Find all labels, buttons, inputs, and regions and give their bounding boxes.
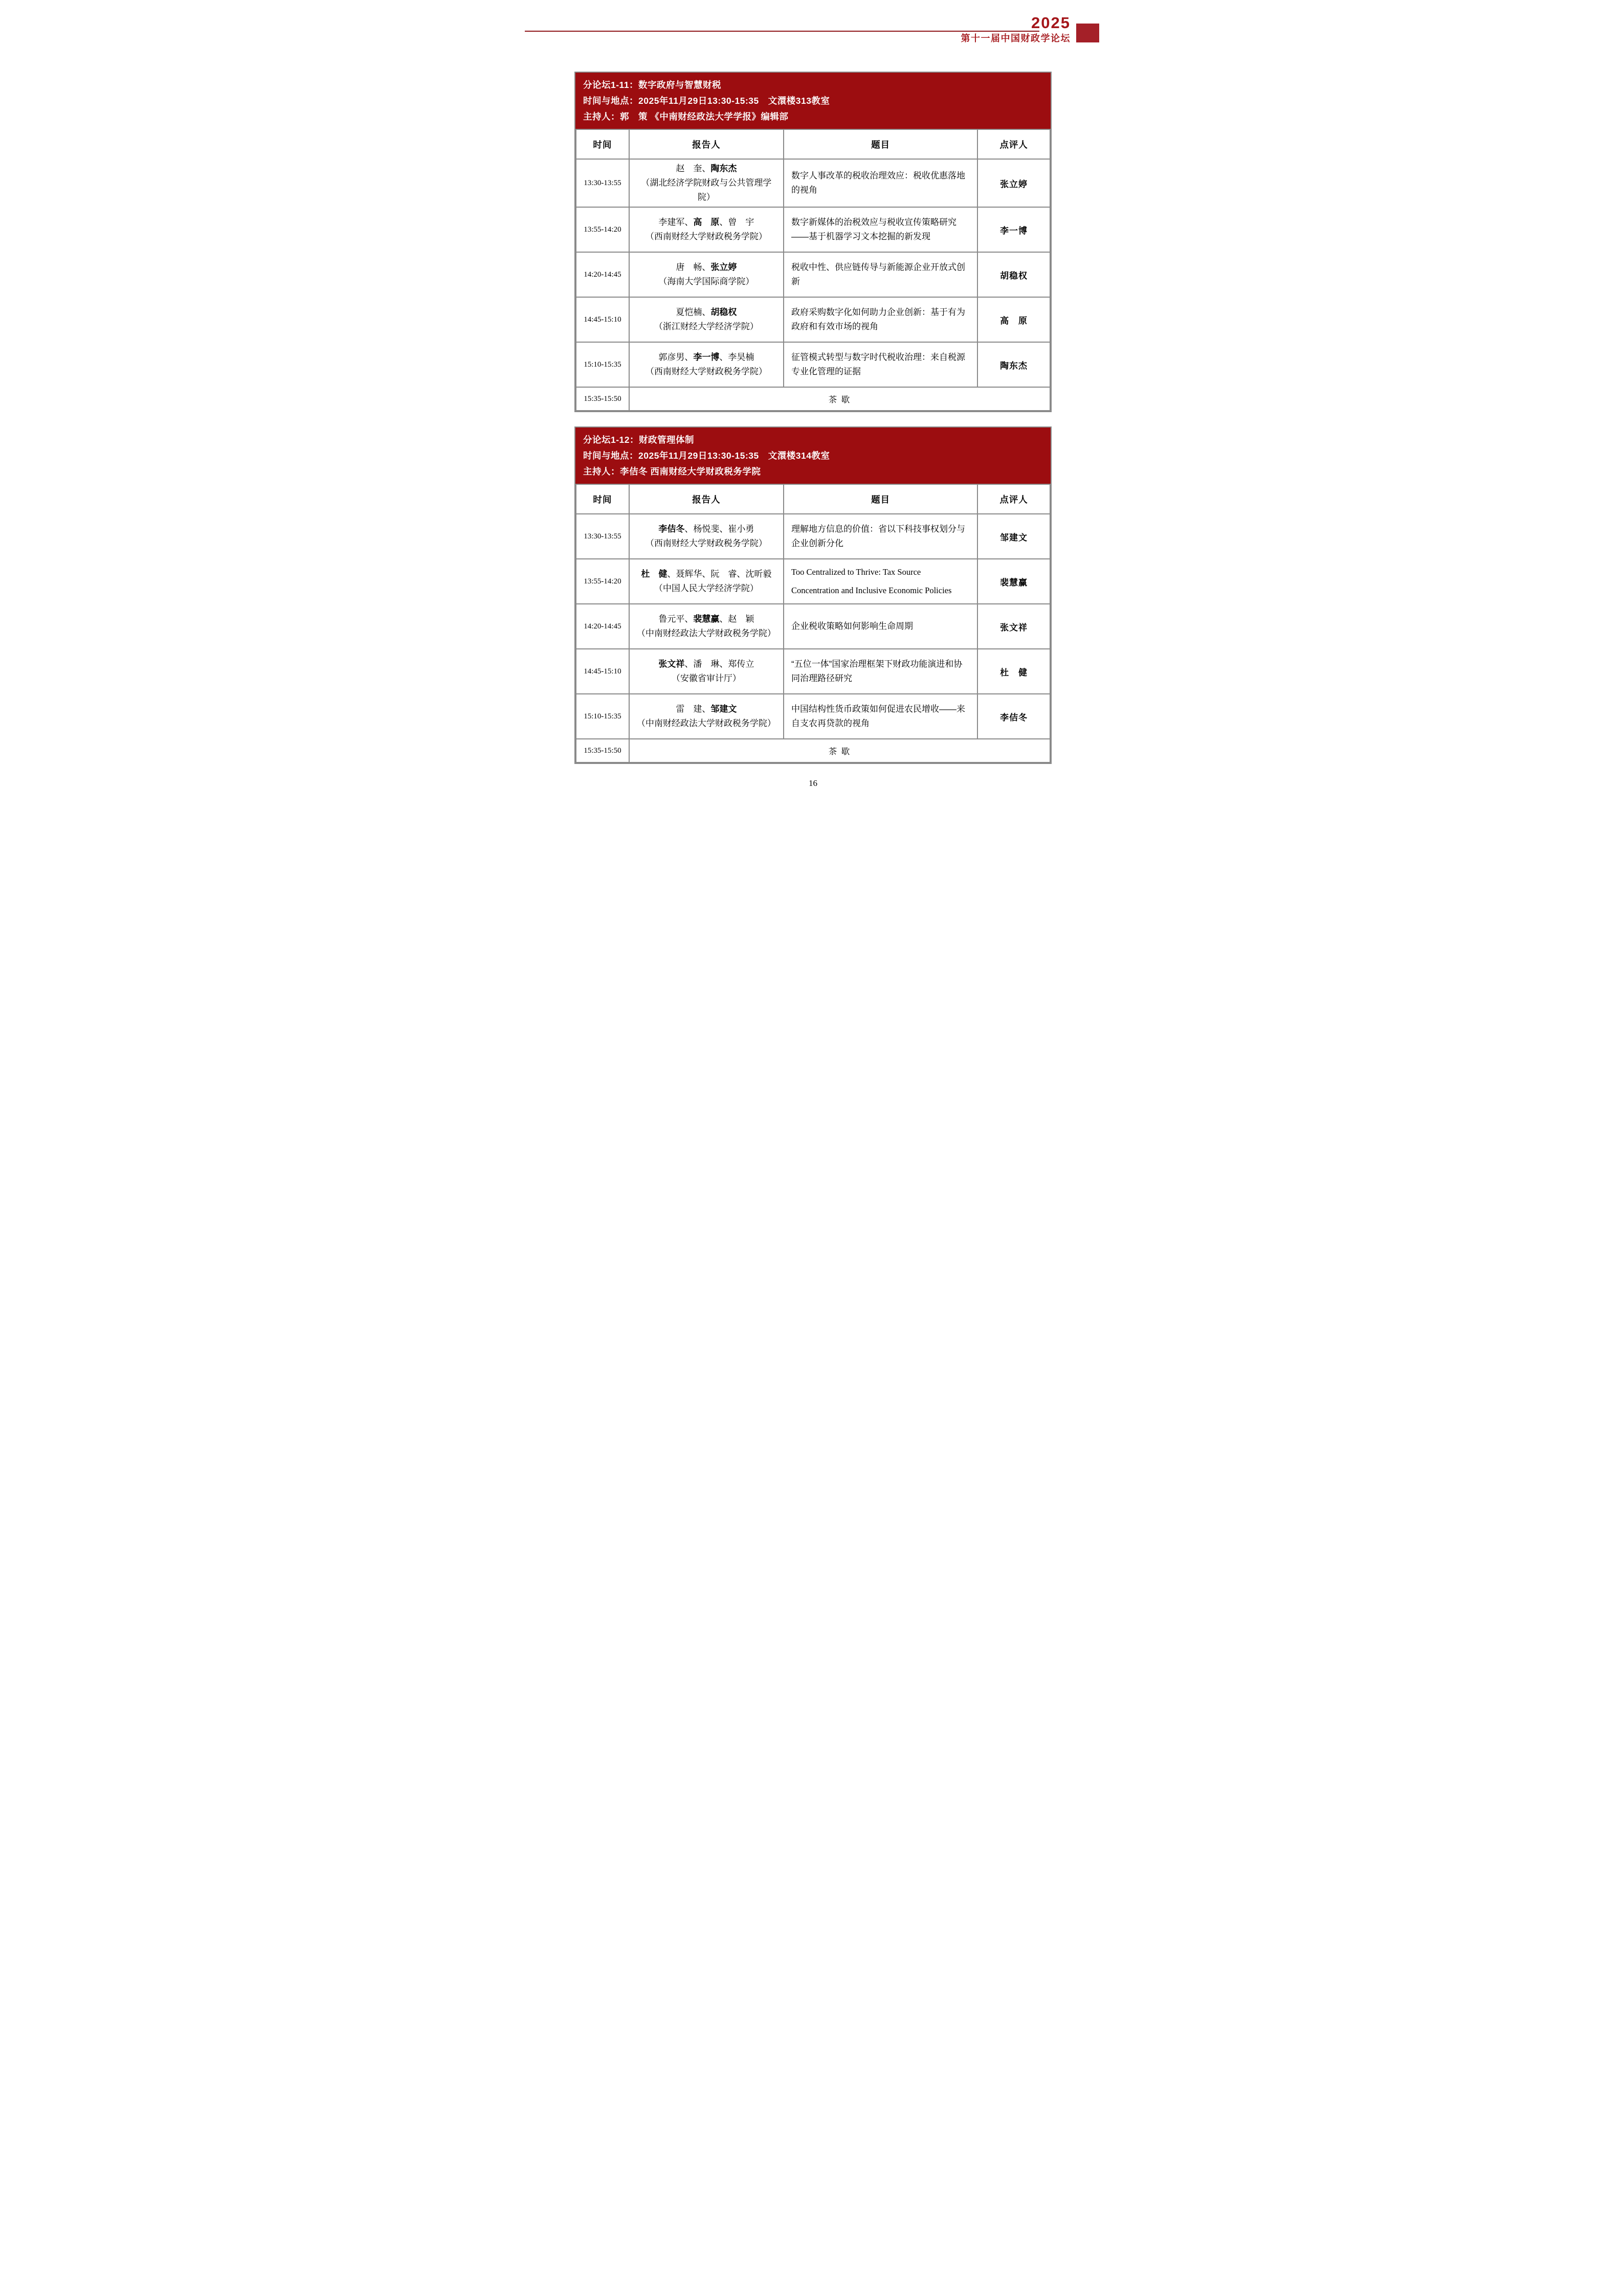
presentation-row	[576, 514, 1050, 559]
presenter-affiliation: （中南财经政法大学财政税务学院）	[636, 628, 776, 638]
presenter-name-segment: 、杨悦斐、崔小勇	[684, 524, 754, 534]
paper-title-cell: 政府采购数字化如何助力企业创新：基于有为政府和有效市场的视角	[784, 297, 977, 342]
presenter-names	[635, 657, 778, 671]
time-cell: 13:30-13:55	[576, 514, 629, 559]
session-1-host: 主持人：郭 策 《中南财经政法大学学报》编辑部	[583, 111, 789, 122]
discussant-cell: 陶东杰	[977, 342, 1050, 387]
document-page	[525, 0, 1099, 812]
presentation-row	[576, 694, 1050, 739]
presentation-row	[576, 159, 1050, 207]
session-1-header	[575, 73, 1051, 129]
discussant-cell: 裴慧赢	[977, 559, 1050, 604]
session-1-schedule-table	[575, 129, 1051, 411]
presenter-cell	[629, 342, 784, 387]
presenter-name-segment: 张文祥	[658, 659, 685, 669]
brand-square-decoration	[1076, 24, 1099, 42]
presenter-cell	[629, 159, 784, 207]
column-header: 时间	[576, 484, 629, 514]
time-cell: 15:35-15:50	[576, 739, 629, 762]
presenter-name-segment: 、赵 颖	[719, 614, 754, 624]
presenter-affiliation: （浙江财经大学经济学院）	[654, 322, 759, 331]
presenter-cell	[629, 694, 784, 739]
paper-title-cell: 中国结构性货币政策如何促进农民增收——来自支农再贷款的视角	[784, 694, 977, 739]
presenter-cell	[629, 649, 784, 694]
session-1-time-location: 时间与地点：2025年11月29日13:30-15:35 文澴楼313教室	[583, 96, 830, 106]
tea-break-cell: 茶 歇	[629, 739, 1050, 762]
paper-title-cell: 征管模式转型与数字时代税收治理：来自税源专业化管理的证据	[784, 342, 977, 387]
paper-title-cell: 理解地方信息的价值：省以下科技事权划分与企业创新分化	[784, 514, 977, 559]
presenter-name-segment: 陶东杰	[710, 164, 737, 173]
presenter-name-segment: 、聂辉华、阮 睿、沈昕毅	[667, 569, 772, 579]
tea-break-row	[576, 739, 1050, 762]
presenter-names	[635, 612, 778, 626]
column-header-row	[576, 129, 1050, 159]
presenter-cell	[629, 252, 784, 297]
presenter-affiliation: （安徽省审计厅）	[671, 673, 741, 683]
time-cell: 15:10-15:35	[576, 342, 629, 387]
time-cell: 15:10-15:35	[576, 694, 629, 739]
presenter-affiliation: （西南财经大学财政税务学院）	[645, 538, 767, 548]
presenter-names	[635, 702, 778, 716]
presenter-name-segment: 邹建文	[710, 704, 737, 714]
presentation-row	[576, 297, 1050, 342]
discussant-cell: 张文祥	[977, 604, 1050, 649]
presenter-name-segment: 郭彦男、	[658, 352, 694, 362]
time-cell: 14:20-14:45	[576, 604, 629, 649]
time-cell: 13:55-14:20	[576, 559, 629, 604]
presenter-names	[635, 260, 778, 275]
presenter-affiliation: （海南大学国际商学院）	[658, 277, 754, 286]
column-header-row	[576, 484, 1050, 514]
session-2-schedule-table	[575, 484, 1051, 763]
session-2-header	[575, 427, 1051, 484]
presenter-affiliation: （中国人民大学经济学院）	[654, 583, 759, 593]
presenter-name-segment: 、曾 宇	[719, 217, 754, 227]
presenter-name-segment: 裴慧赢	[693, 614, 720, 624]
session-2-host: 主持人：李佶冬 西南财经大学财政税务学院	[583, 466, 761, 477]
presentation-row	[576, 604, 1050, 649]
presentation-row	[576, 252, 1050, 297]
presenter-name-segment: 张立婷	[710, 262, 737, 272]
presenter-name-segment: 雷 建、	[676, 704, 711, 714]
time-cell: 14:45-15:10	[576, 649, 629, 694]
presenter-name-segment: 杜 健	[641, 569, 668, 579]
page-content	[525, 0, 1099, 789]
presenter-cell	[629, 297, 784, 342]
paper-title-cell: 数字新媒体的治税效应与税收宣传策略研究——基于机器学习文本挖掘的新发现	[784, 207, 977, 252]
time-cell: 14:20-14:45	[576, 252, 629, 297]
presenter-names	[635, 350, 778, 365]
paper-title-cell: 企业税收策略如何影响生命周期	[784, 604, 977, 649]
column-header: 点评人	[977, 484, 1050, 514]
discussant-cell: 李佶冬	[977, 694, 1050, 739]
presenter-affiliation: （西南财经大学财政税务学院）	[645, 232, 767, 241]
presenter-name-segment: 李一博	[693, 352, 720, 362]
presenter-name-segment: 、李昊楠	[719, 352, 754, 362]
column-header: 时间	[576, 129, 629, 159]
discussant-cell: 张立婷	[977, 159, 1050, 207]
tea-break-row	[576, 387, 1050, 411]
presenter-affiliation: （中南财经政法大学财政税务学院）	[636, 718, 776, 728]
presenter-name-segment: 胡稳权	[710, 307, 737, 317]
paper-title-cell: “五位一体”国家治理框架下财政功能演进和协同治理路径研究	[784, 649, 977, 694]
time-cell: 13:30-13:55	[576, 159, 629, 207]
discussant-cell: 李一博	[977, 207, 1050, 252]
presentation-row	[576, 207, 1050, 252]
session-block-1	[574, 72, 1052, 412]
presenter-affiliation: （湖北经济学院财政与公共管理学院）	[641, 178, 772, 202]
time-cell: 14:45-15:10	[576, 297, 629, 342]
time-cell: 15:35-15:50	[576, 387, 629, 411]
session-1-title: 分论坛1-11：数字政府与智慧财税	[583, 80, 722, 90]
presenter-name-segment: 赵 奎、	[676, 164, 711, 173]
presenter-names	[635, 522, 778, 536]
presenter-cell	[629, 604, 784, 649]
presentation-row	[576, 649, 1050, 694]
presenter-names	[635, 567, 778, 581]
time-cell: 13:55-14:20	[576, 207, 629, 252]
tea-break-cell: 茶 歇	[629, 387, 1050, 411]
column-header: 报告人	[629, 129, 784, 159]
presenter-affiliation: （西南财经大学财政税务学院）	[645, 367, 767, 376]
presenter-name-segment: 高 原	[693, 217, 720, 227]
presentation-row	[576, 342, 1050, 387]
brand-year: 2025	[1031, 14, 1071, 32]
forum-title: 第十一届中国财政学论坛	[961, 33, 1071, 43]
presenter-name-segment: 、潘 琳、郑传立	[684, 659, 754, 669]
presenter-names	[635, 215, 778, 230]
discussant-cell: 胡稳权	[977, 252, 1050, 297]
paper-title-cell: Too Centralized to Thrive: Tax Source Concentration and Inclusive Economic Policies	[784, 559, 977, 604]
paper-title-cell: 数字人事改革的税收治理效应：税收优惠落地的视角	[784, 159, 977, 207]
presenter-name-segment: 李佶冬	[658, 524, 685, 534]
presenter-cell	[629, 207, 784, 252]
discussant-cell: 杜 健	[977, 649, 1050, 694]
presenter-name-segment: 李建军、	[658, 217, 694, 227]
session-2-time-location: 时间与地点：2025年11月29日13:30-15:35 文澴楼314教室	[583, 451, 830, 461]
presenter-name-segment: 唐 畅、	[676, 262, 711, 272]
forum-brand	[961, 15, 1071, 44]
presenter-name-segment: 夏恺楠、	[676, 307, 711, 317]
page-number: 16	[809, 778, 817, 788]
presenter-cell	[629, 514, 784, 559]
paper-title-cell: 税收中性、供应链传导与新能源企业开放式创新	[784, 252, 977, 297]
column-header: 题目	[784, 484, 977, 514]
discussant-cell: 邹建文	[977, 514, 1050, 559]
discussant-cell: 高 原	[977, 297, 1050, 342]
presenter-names	[635, 305, 778, 320]
session-block-2	[574, 426, 1052, 764]
column-header: 点评人	[977, 129, 1050, 159]
presenter-cell	[629, 559, 784, 604]
presenter-names	[635, 162, 778, 176]
column-header: 题目	[784, 129, 977, 159]
presentation-row	[576, 559, 1050, 604]
column-header: 报告人	[629, 484, 784, 514]
presenter-name-segment: 鲁元平、	[658, 614, 694, 624]
session-2-title: 分论坛1-12：财政管理体制	[583, 435, 695, 445]
